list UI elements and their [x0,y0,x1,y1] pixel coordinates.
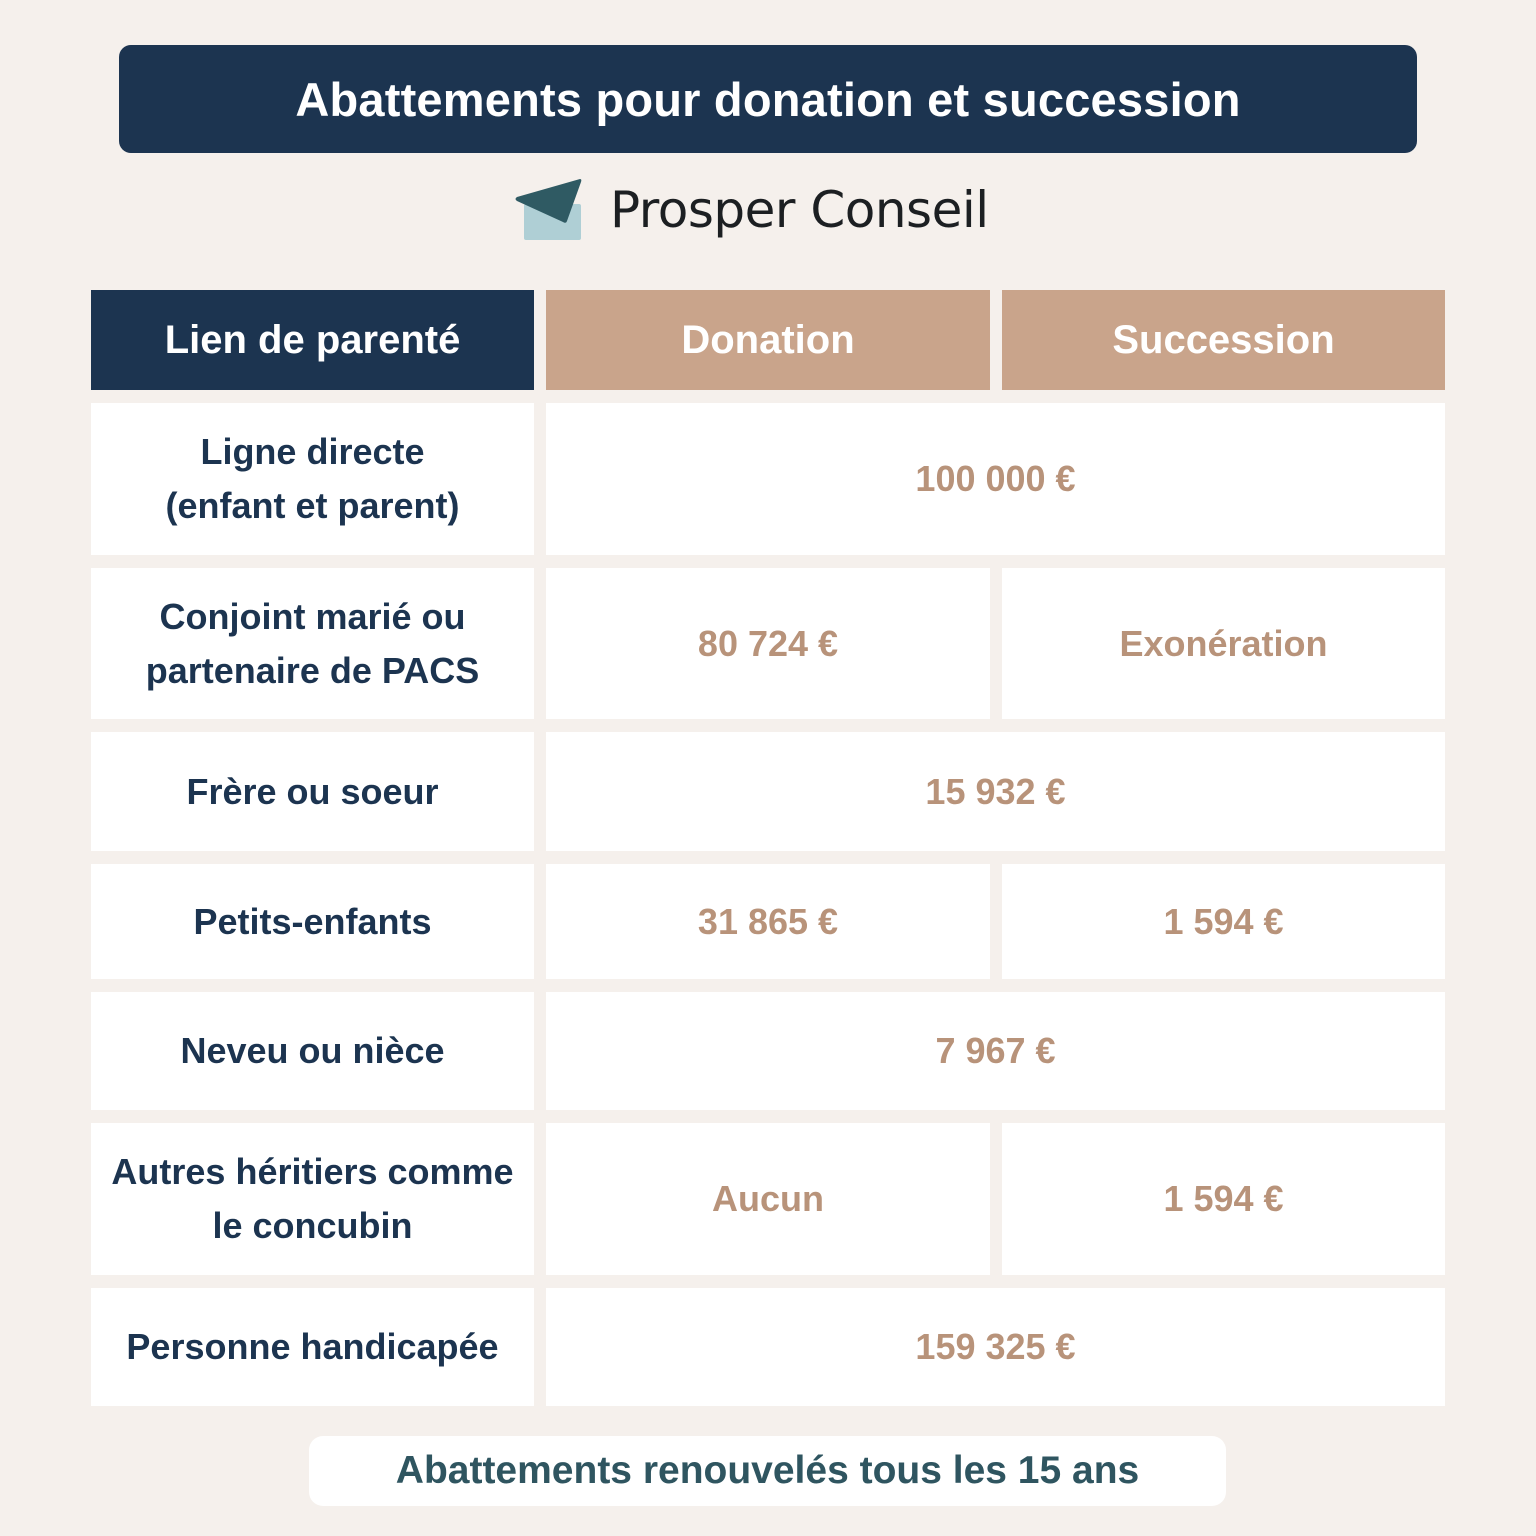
brand-name: Prosper Conseil [610,181,989,239]
donation-value-cell: Aucun [546,1123,990,1275]
succession-value-cell: Exonération [1002,568,1445,719]
label-line: le concubin [212,1205,413,1246]
table-row-label [91,403,534,555]
label-line: partenaire de PACS [145,649,480,691]
table-row-label: Neveu ou nièce [91,992,534,1110]
donation-value-cell: 80 724 € [546,568,990,719]
paper-plane-envelope-icon [514,174,586,246]
page-title: Abattements pour donation et succession [119,45,1417,153]
merged-value-cell: 7 967 € [546,992,1445,1110]
label-line: Autres héritiers comme [111,1151,514,1192]
table-row-label [91,1123,534,1275]
table-row-label: Personne handicapée [91,1288,534,1406]
merged-value-cell: 15 932 € [546,732,1445,851]
table-row-label: Frère ou soeur [91,732,534,851]
label-line: (enfant et parent) [165,485,460,526]
label-line: Conjoint marié ou [159,595,466,637]
label-line: Ligne directe [200,431,425,472]
succession-value-cell: 1 594 € [1002,864,1445,979]
brand-logo [514,172,989,248]
header-donation: Donation [546,290,990,390]
header-succession: Succession [1002,290,1445,390]
table-row-label [91,568,534,719]
donation-value-cell: 31 865 € [546,864,990,979]
table-row-label: Petits-enfants [91,864,534,979]
merged-value-cell: 159 325 € [546,1288,1445,1406]
header-lien-de-parente: Lien de parenté [91,290,534,390]
merged-value-cell: 100 000 € [546,403,1445,555]
succession-value-cell: 1 594 € [1002,1123,1445,1275]
footer-note: Abattements renouvelés tous les 15 ans [309,1436,1226,1506]
